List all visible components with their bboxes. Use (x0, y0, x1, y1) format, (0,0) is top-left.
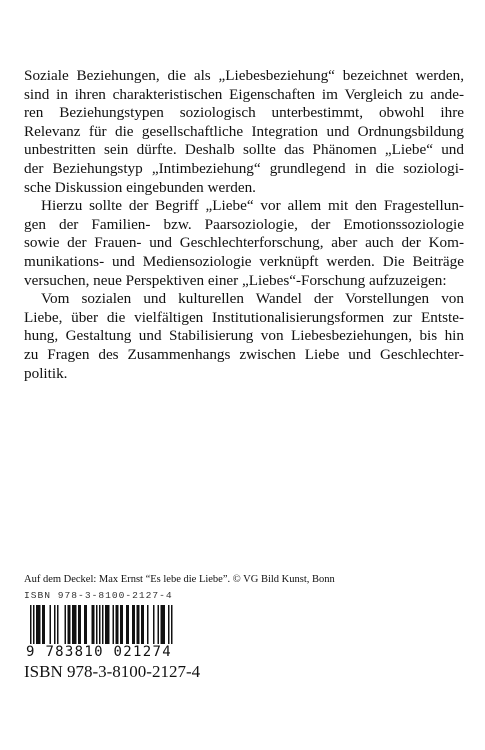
barcode-bar (86, 605, 88, 645)
barcode-bar (57, 605, 59, 645)
text-line: munikations- und Mediensoziologie verknüpft werden. Die Beiträge (24, 252, 464, 270)
barcode-bar (69, 605, 71, 645)
text-line: ren Beziehungstypen soziologisch unterbestimmt, obwohl ihre (24, 104, 464, 122)
paragraph (24, 67, 464, 197)
barcode-bar (78, 605, 80, 645)
barcode-bar (84, 605, 86, 645)
barcode-bar (158, 605, 160, 645)
barcode-bar (143, 605, 145, 645)
text-line: Liebe, über die vielfältigen Institutionalisierungsformen zur Entste- (24, 308, 464, 326)
barcode-digits: 9 783810 021274 (26, 644, 176, 660)
barcode-bar (132, 605, 134, 645)
text-line: politik. (24, 364, 68, 382)
barcode-bar (122, 605, 124, 645)
text-line: sind in ihren charakteristischen Eigenschaften im Vergleich zu ande- (24, 85, 464, 103)
barcode-bar (161, 605, 163, 645)
text-line: Relevanz für die gesellschaftliche Integration und Ordnungsbildung (24, 122, 464, 140)
barcode-bar (117, 605, 119, 645)
barcode-bar (50, 605, 52, 645)
barcode-bar (80, 605, 82, 645)
barcode-bar (116, 605, 118, 645)
isbn-large-text: ISBN 978-3-8100-2127-4 (24, 662, 201, 681)
barcode-bar (92, 605, 94, 645)
barcode-bar (107, 605, 109, 645)
barcode-bar (65, 605, 67, 645)
text-line: unbestritten sein dürfte. Deshalb sollte das Phänomen „Liebe“ und (24, 141, 464, 159)
barcode-bar (126, 605, 128, 645)
barcode-bar (74, 605, 76, 645)
cover-credit: Auf dem Deckel: Max Ernst “Es lebe die Liebe”. © VG Bild Kunst, Bonn (24, 574, 335, 585)
text-line: zu Fragen des Zusammenhangs zwischen Liebe und Geschlechter- (24, 345, 464, 363)
isbn-small-text: ISBN 978-3-8100-2127-4 (24, 590, 173, 601)
barcode-bar (68, 605, 70, 645)
barcode-bar (128, 605, 130, 645)
text-line: Vom sozialen und kulturellen Wandel der Vorstellungen von (41, 290, 464, 308)
barcode-bar (162, 605, 164, 645)
barcode-bar (138, 605, 140, 645)
barcode-bar (153, 605, 155, 645)
text-line: Soziale Beziehungen, die als „Liebesbeziehung“ bezeichnet werden, (24, 67, 464, 84)
barcode-bar (113, 605, 115, 645)
barcode-bar (38, 605, 40, 645)
text-line: Hierzu sollte der Begriff „Liebe“ vor allem mit den Fragestellun- (41, 197, 464, 215)
paragraph (24, 197, 464, 290)
barcode-bar (36, 605, 38, 645)
barcode-bar (120, 605, 122, 645)
barcode-bar (134, 605, 136, 645)
text-line: versuchen, neue Perspektiven einer „Liebes“-Forschung aufzuzeigen: (24, 271, 447, 289)
text-line: sche Diskussion eingebunden werden. (24, 178, 256, 196)
text-line: sowie der Frauen- und Geschlechterforschung, aber auch der Kom- (24, 234, 464, 252)
text-line: der Beziehungstyp „Intimbeziehung“ grundlegend in die soziologi- (24, 159, 464, 177)
text-line: gen der Familien- bzw. Paarsoziologie, der Emotionssoziologie (24, 215, 464, 233)
barcode-bar (93, 605, 95, 645)
back-cover-blurb (24, 67, 464, 383)
barcode-bar (164, 605, 166, 645)
barcode-bar (141, 605, 143, 645)
barcode-bar (147, 605, 149, 645)
barcode-bar (75, 605, 77, 645)
barcode-bar (105, 605, 107, 645)
barcode-bar (96, 605, 98, 645)
barcode-bar (44, 605, 46, 645)
barcode-bar (72, 605, 74, 645)
barcode-bar (108, 605, 110, 645)
paragraph (24, 290, 464, 383)
barcode-bar (54, 605, 56, 645)
barcode-bar (42, 605, 44, 645)
text-line: hung, Gestaltung und Stabilisierung von Liebesbeziehungen, bis hin (24, 327, 464, 345)
barcode-bar (137, 605, 139, 645)
barcode-bar (39, 605, 41, 645)
